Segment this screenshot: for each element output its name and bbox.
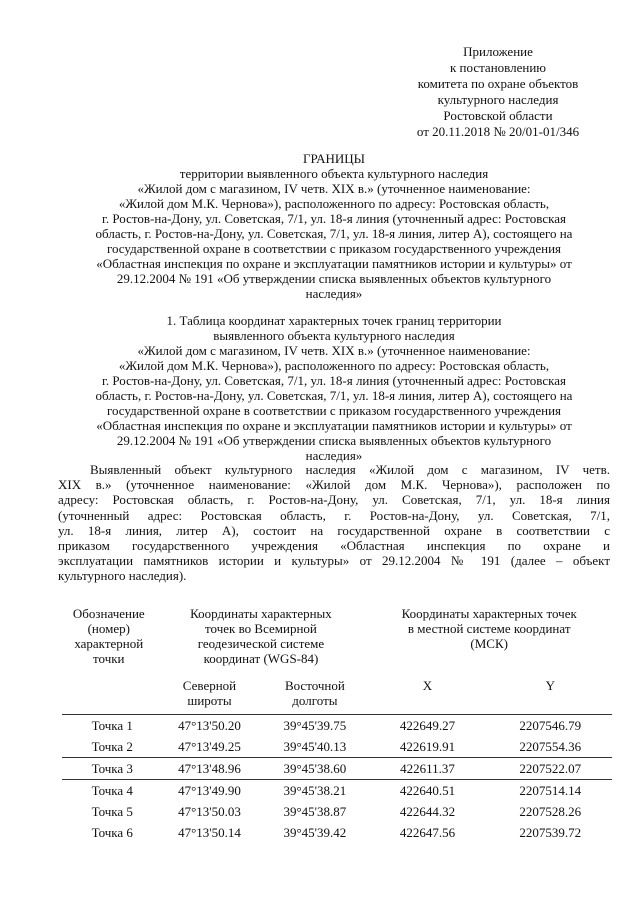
appendix-line: Ростовской области [443, 108, 553, 123]
header-wgs84: Координаты характерных точек во Всемирной геодезической системе координат (WGS-84) [190, 606, 332, 666]
heading-line: «Жилой дом М.К. Чернова»), расположенного по адресу: Ростовская область, [118, 196, 550, 211]
y-value: 2207514.14 [489, 780, 612, 802]
appendix-line: культурного наследия [437, 92, 559, 107]
table-header-row [62, 602, 612, 678]
heading-line: «Областная инспекция по охране и эксплуатации памятников истории и культуры» от [96, 256, 572, 271]
paragraph-line: адресу: Ростовская область, г. Ростов-на-Дону, ул. Советская, 7/1, ул. 18-я линия [58, 492, 610, 508]
header-north: Северной широты [182, 678, 237, 708]
x-value: 422644.32 [399, 804, 456, 819]
heading-line: г. Ростов-на-Дону, ул. Советская, 7/1, ул. 18-я линия (уточненный адрес: Ростовская [102, 211, 566, 226]
y-value: 2207546.79 [489, 715, 612, 737]
north-value: 47°13'50.14 [178, 825, 241, 840]
section-1-heading [58, 313, 610, 463]
east-value: 39°45'39.42 [283, 825, 347, 840]
east-value: 39°45'38.21 [263, 780, 366, 802]
appendix-header [380, 44, 616, 140]
table-row [62, 758, 612, 780]
table-row [62, 715, 612, 737]
header-designation: Обозначение (номер) характерной точки [72, 606, 145, 666]
paragraph-line: приказом государственного учреждения «Областная инспекция по охране и [58, 538, 610, 554]
east-value: 39°45'38.87 [283, 804, 347, 819]
object-description-paragraph [58, 462, 610, 584]
paragraph-line: XIX в.» (уточненное наименование: «Жилой дом М.К. Чернова»), расположен по [58, 477, 610, 493]
section-line: г. Ростов-на-Дону, ул. Советская, 7/1, ул. 18-я линия (уточненный адрес: Ростовская [102, 373, 566, 388]
heading-line: «Жилой дом с магазином, IV четв. XIX в.» (уточненное наименование: [137, 181, 531, 196]
header-y: Y [545, 678, 555, 693]
header-x: X [422, 678, 433, 693]
table-row [62, 801, 612, 822]
heading-line: наследия» [305, 286, 363, 301]
section-line: «Областная инспекция по охране и эксплуатации памятников истории и культуры» от [96, 418, 572, 433]
x-value: 422611.37 [366, 758, 488, 780]
paragraph-line: культурного наследия). [58, 568, 187, 584]
north-value: 47°13'49.90 [156, 780, 264, 802]
east-value: 39°45'40.13 [283, 739, 347, 754]
document-heading [58, 151, 610, 301]
east-value: 39°45'38.60 [263, 758, 366, 780]
paragraph-line: ул. 18-я линия, литер А), состоит на государственной охране в соответствии с [58, 522, 610, 538]
header-msk: Координаты характерных точек в местной системе координат (МСК) [401, 606, 577, 651]
y-value: 2207528.26 [519, 804, 582, 819]
heading-line: государственной охране в соответствии с приказом государственного учреждения [106, 241, 562, 256]
document-title: ГРАНИЦЫ [303, 151, 365, 166]
north-value: 47°13'48.96 [156, 758, 264, 780]
section-line: выявленного объекта культурного наследия [213, 328, 455, 343]
point-label: Точка 5 [91, 804, 133, 819]
y-value: 2207522.07 [489, 758, 612, 780]
section-line: 29.12.2004 № 191 «Об утверждении списка выявленных объектов культурного [116, 433, 552, 448]
appendix-line: к постановлению [449, 60, 547, 75]
east-value: 39°45'39.75 [263, 715, 366, 737]
y-value: 2207554.36 [519, 739, 582, 754]
x-value: 422649.27 [366, 715, 488, 737]
x-value: 422640.51 [366, 780, 488, 802]
table-row [62, 822, 612, 843]
heading-line: область, г. Ростов-на-Дону, ул. Советская, 7/1, ул. 18-я линия, литер А), состоящего на [95, 226, 573, 241]
paragraph-line: (уточненный адрес: Ростовская область, г. Ростов-на-Дону, ул. Советская, 7/1, [58, 507, 610, 523]
point-label: Точка 1 [62, 715, 156, 737]
north-value: 47°13'49.25 [178, 739, 241, 754]
point-label: Точка 3 [62, 758, 156, 780]
point-label: Точка 6 [91, 825, 133, 840]
section-line: государственной охране в соответствии с приказом государственного учреждения [106, 403, 562, 418]
section-line: «Жилой дом с магазином, IV четв. XIX в.» (уточненное наименование: [137, 343, 531, 358]
table-row [62, 736, 612, 758]
coordinates-table [62, 602, 612, 843]
point-label: Точка 4 [62, 780, 156, 802]
appendix-line: Приложение [463, 44, 533, 59]
point-label: Точка 2 [91, 739, 133, 754]
north-value: 47°13'50.03 [178, 804, 241, 819]
section-line: наследия» [305, 448, 363, 463]
heading-line: 29.12.2004 № 191 «Об утверждении списка выявленных объектов культурного [116, 271, 552, 286]
header-east: Восточной долготы [284, 678, 345, 708]
appendix-line: комитета по охране объектов [417, 76, 579, 91]
paragraph-line: Выявленный объект культурного наследия «Жилой дом с магазином, IV четв. [90, 462, 610, 477]
y-value: 2207539.72 [519, 825, 582, 840]
x-value: 422647.56 [399, 825, 456, 840]
appendix-line: от 20.11.2018 № 20/01-01/346 [416, 124, 580, 139]
paragraph-line: эксплуатации памятников истории и культуры» от 29.12.2004 № 191 (далее – объект [58, 553, 610, 569]
section-line: «Жилой дом М.К. Чернова»), расположенного по адресу: Ростовская область, [118, 358, 550, 373]
section-line: 1. Таблица координат характерных точек границ территории [166, 313, 502, 328]
north-value: 47°13'50.20 [156, 715, 264, 737]
section-line: область, г. Ростов-на-Дону, ул. Советская, 7/1, ул. 18-я линия, литер А), состоящего на [95, 388, 573, 403]
table-row [62, 780, 612, 802]
x-value: 422619.91 [399, 739, 456, 754]
heading-line: территории выявленного объекта культурного наследия [179, 166, 489, 181]
